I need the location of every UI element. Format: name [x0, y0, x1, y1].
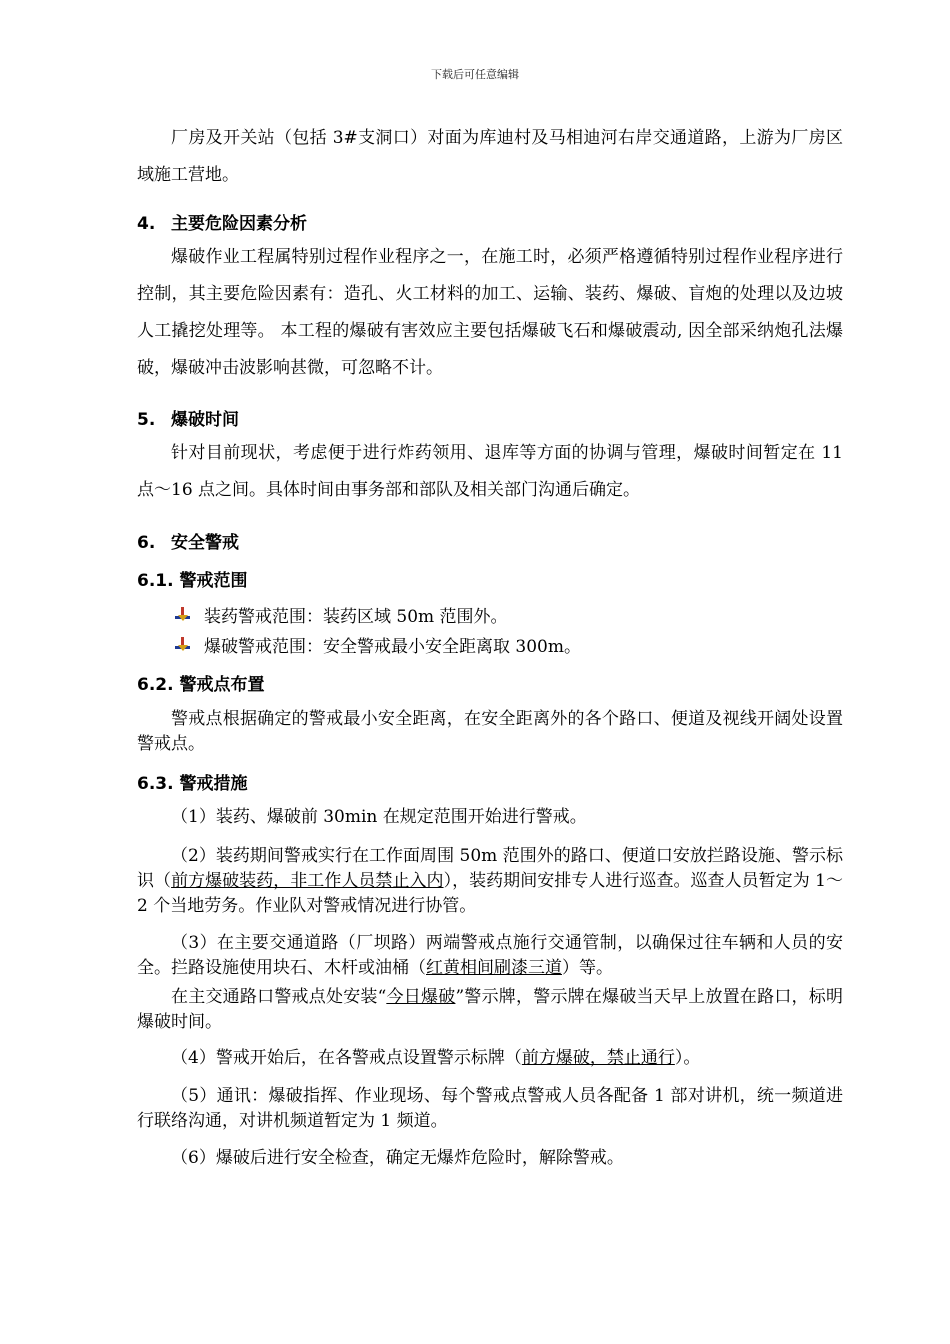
section-4-body: 爆破作业工程属特别过程作业程序之一，在施工时，必须严格遵循特别过程作业程序进行控制，其主要危险因素有：造孔、火工材料的加工、运输、装药、爆破、盲炮的处理以及边坡人工撬挖处理等。 本工程的爆破有害效应主要包括爆破飞石和爆破震动, 因全部采纳炮孔法爆破，爆破冲击波影响甚微，可忽略不计。	[137, 247, 843, 378]
section-6-heading	[137, 528, 239, 553]
section-4-heading	[137, 209, 307, 234]
section-6-3-heading: 6.3. 警戒措施	[137, 774, 248, 794]
section-5-title: 爆破时间	[171, 410, 239, 430]
section-6-number: 6.	[137, 533, 156, 553]
measure-4-sign-text: 前方爆破，禁止通行	[521, 1048, 675, 1068]
measure-2	[137, 844, 843, 919]
measure-3-sign-text-a: 在主交通路口警戒点处安装“	[171, 987, 387, 1007]
measure-4	[137, 1046, 843, 1071]
measure-2-text-a: （2）装药期间警戒实行在工作面周围 50m 范围外的路口、便道口安放拦路设施、警示标识（	[137, 846, 843, 891]
section-5-body: 针对目前现状，考虑便于进行炸药领用、退库等方面的协调与管理，爆破时间暂定在 11 点～16 点之间。具体时间由事务部和部队及相关部门沟通后确定。	[137, 443, 843, 500]
list-item	[174, 632, 581, 657]
list-item	[174, 602, 508, 627]
arrow-bullet-icon	[174, 637, 190, 653]
page-header: 下载后可任意编辑	[431, 68, 519, 81]
section-6-1-heading: 6.1. 警戒范围	[137, 571, 248, 591]
section-6-title: 安全警戒	[171, 533, 239, 553]
section-5-number: 5.	[137, 410, 156, 430]
section-4-number: 4.	[137, 214, 156, 234]
measure-3	[137, 931, 843, 981]
measure-5: （5）通讯：爆破指挥、作业现场、每个警戒点警戒人员各配备 1 部对讲机，统一频道进行联络沟通，对讲机频道暂定为 1 频道。	[137, 1086, 843, 1131]
measure-3-text-b: ）等。	[562, 958, 613, 978]
section-5-heading	[137, 405, 239, 430]
measure-3-paint-text: 红黄相间刷漆三道	[426, 958, 562, 978]
measure-6: （6）爆破后进行安全检查，确定无爆炸危险时，解除警戒。	[171, 1148, 624, 1168]
section-6-2-body: 警戒点根据确定的警戒最小安全距离，在安全距离外的各个路口、便道及视线开阔处设置警戒点。	[137, 709, 843, 754]
today-blasting-sign-text: 今日爆破	[386, 987, 456, 1007]
intro-paragraph: 厂房及开关站（包括 3#支洞口）对面为库迪村及马相迪河右岸交通道路，上游为厂房区域施工营地。	[137, 128, 843, 185]
measure-3-text-a: （3）在主要交通道路（厂坝路）两端警戒点施行交通管制，以确保过往车辆和人员的安全。拦路设施使用块石、木杆或油桶（	[137, 933, 843, 978]
measure-4-text-b: ）。	[674, 1048, 701, 1068]
measure-2-text-b: ），装药期间安排专人进行巡查。巡查人员暂定为 1～2 个当地劳务。作业队对警戒情况进行协管。	[137, 871, 844, 916]
section-4-title: 主要危险因素分析	[171, 214, 307, 234]
measure-3-sign	[137, 985, 843, 1035]
list-item-text: 爆破警戒范围：安全警戒最小安全距离取 300m。	[204, 637, 581, 657]
section-6-2-heading: 6.2. 警戒点布置	[137, 675, 265, 695]
arrow-bullet-icon	[174, 607, 190, 623]
list-item-text: 装药警戒范围：装药区域 50m 范围外。	[204, 607, 508, 627]
measure-4-text-a: （4）警戒开始后，在各警戒点设置警示标牌（	[171, 1048, 522, 1068]
measure-1: （1）装药、爆破前 30min 在规定范围开始进行警戒。	[171, 807, 587, 827]
measure-3-sign-text-b: ”警示牌，警示牌在爆破当天早上放置在路口，标明爆破时间。	[137, 987, 843, 1032]
measure-2-sign-text: 前方爆破装药，非工作人员禁止入内	[171, 871, 444, 891]
